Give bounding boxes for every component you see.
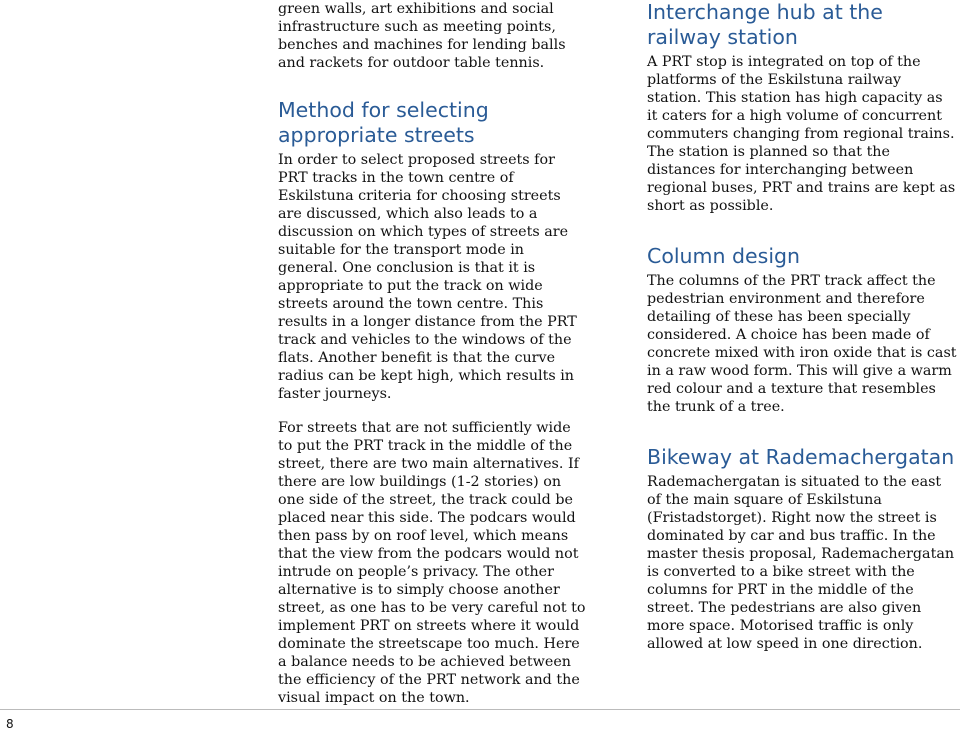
section-heading-bikeway: Bikeway at Rademachergatan <box>647 445 955 469</box>
interchange-paragraph: A PRT stop is integrated on top of the platforms of the Eskilstuna railway station. This station has high capacity as it caters for a high volume of concurrent commuters changing from regional trains. The station is planned so that the distances for interchanging between regional buses, PRT and trains are kept as short as possible. <box>647 54 956 214</box>
section-heading-interchange: Interchange hub at the railway station <box>647 0 883 49</box>
page-number: 8 <box>6 717 14 731</box>
column-design-paragraph: The columns of the PRT track affect the pedestrian environment and therefore detailing of these has been specially considered. A choice has been made of concrete mixed with iron oxide that is cast in a raw wood form. This will give a warm red colour and a texture that resembles the trunk of a tree. <box>647 273 957 415</box>
method-paragraph-2: For streets that are not sufficiently wide to put the PRT track in the middle of the street, there are two main alternatives. If there are low buildings (1-2 stories) on one side of the street, the track could be placed near this side. The podcars would then pass by on roof level, which means that the view from the podcars would not intrude on people’s privacy. The other alternative is to simply choose another street, as one has to be very careful not to implement PRT on streets where it would dominate the streetscape too much. Here a balance needs to be achieved between the efficiency of the PRT network and the visual impact on the town. <box>278 420 586 706</box>
footer-divider <box>0 709 960 710</box>
left-column <box>278 0 588 707</box>
section-heading-method: Method for selecting appropriate streets <box>278 98 489 147</box>
method-paragraph-1: In order to select proposed streets for PRT tracks in the town centre of Eskilstuna criteria for choosing streets are discussed, which also leads to a discussion on which types of streets are suitable for the transport mode in general. One conclusion is that it is appropriate to put the track on wide streets around the town centre. This results in a longer distance from the PRT track and vehicles to the windows of the flats. Another benefit is that the curve radius can be kept high, which results in faster journeys. <box>278 152 577 402</box>
bikeway-paragraph: Rademachergatan is situated to the east of the main square of Eskilstuna (Fristadstorget). Right now the street is dominated by car and bus traffic. In the master thesis proposal, Rademachergatan is converted to a bike street with the columns for PRT in the middle of the street. The pedestrians are also given more space. Motorised traffic is only allowed at low speed in one direction. <box>647 474 955 652</box>
section-heading-column-design: Column design <box>647 244 801 268</box>
intro-paragraph: green walls, art exhibitions and social infrastructure such as meeting points, benches and machines for lending balls and rackets for outdoor table tennis. <box>278 1 566 71</box>
right-column <box>647 0 957 653</box>
